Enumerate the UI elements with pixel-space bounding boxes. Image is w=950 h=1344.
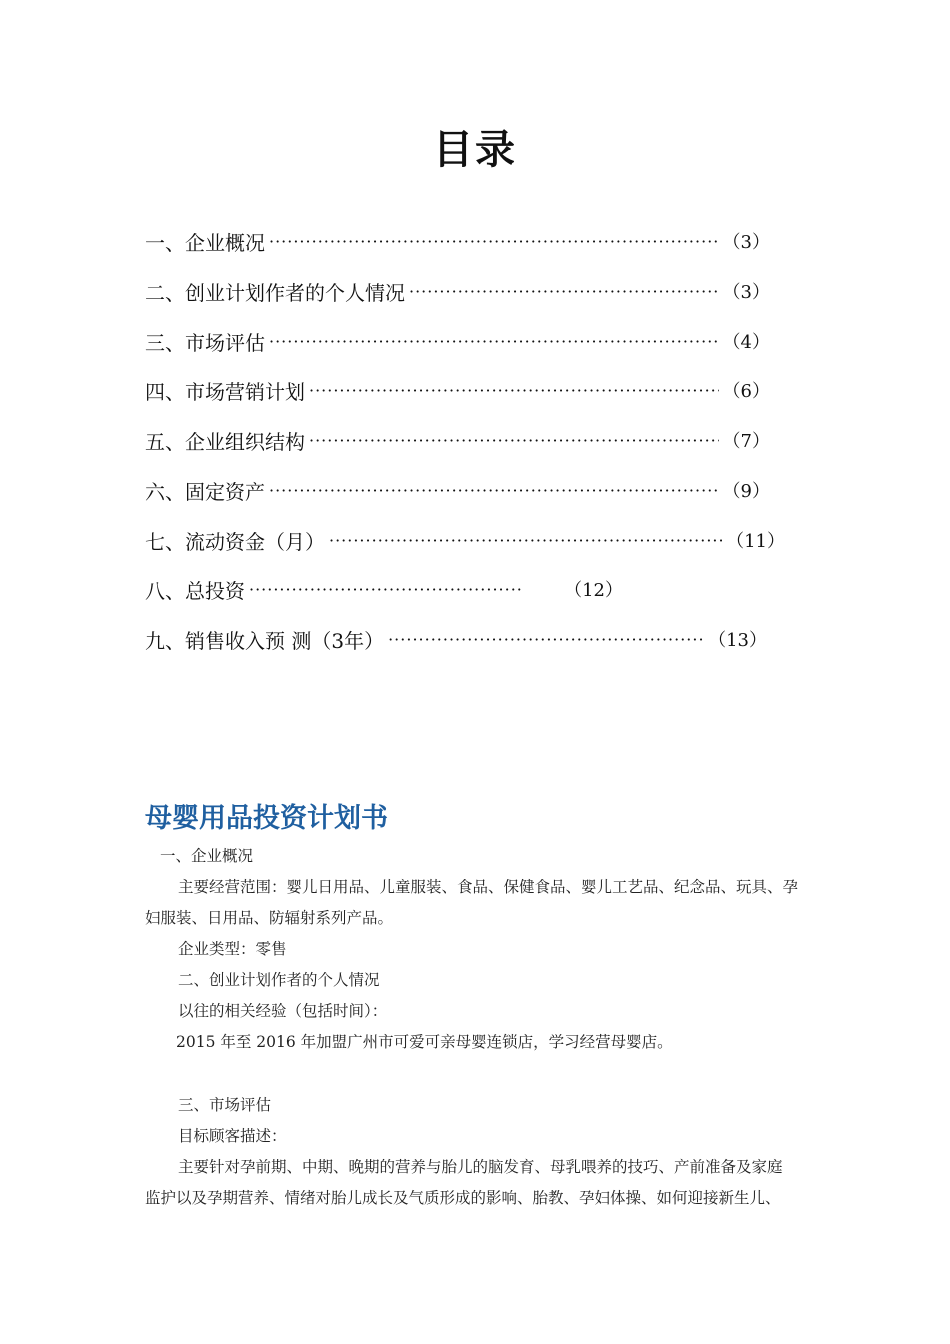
- toc-leader: [409, 282, 719, 301]
- paragraph-line: 妇服装、日用品、防辐射系列产品。: [145, 909, 394, 927]
- toc-entry-label: 九、销售收入预 测（3年）: [145, 628, 385, 653]
- toc-entry-page: （4）: [722, 332, 770, 353]
- toc-entry-label: 八、总投资: [145, 578, 245, 603]
- toc-entry-page: （12）: [564, 580, 623, 601]
- toc-entry-label: 一、企业概况: [145, 230, 265, 255]
- toc-leader: [269, 232, 719, 251]
- paragraph-line: 2015 年至 2016 年加盟广州市可爱可亲母婴连锁店，学习经营母婴店。: [176, 1033, 673, 1051]
- toc-entry[interactable]: [145, 226, 770, 256]
- toc-entry-label: 六、固定资产: [145, 479, 265, 504]
- toc-entry-page: （6）: [722, 381, 770, 402]
- toc-leader: [309, 431, 719, 450]
- toc-title: 目录: [433, 127, 517, 173]
- toc-entry-page: （3）: [722, 232, 770, 253]
- toc-entry-page: （11）: [726, 531, 785, 552]
- paragraph-line: 主要针对孕前期、中期、晚期的营养与胎儿的脑发育、母乳喂养的技巧、产前准备及家庭: [178, 1158, 783, 1176]
- toc-leader: [309, 381, 719, 400]
- toc-entry-page: （3）: [722, 282, 770, 303]
- toc-entry-label: 五、企业组织结构: [145, 429, 305, 454]
- toc-entry-label: 二、创业计划作者的个人情况: [145, 280, 405, 305]
- toc-entry-label: 七、流动资金（月）: [145, 529, 325, 554]
- toc-leader: [329, 531, 722, 550]
- toc-entry[interactable]: [145, 425, 770, 455]
- toc-entry-label: 四、市场营销计划: [145, 379, 305, 404]
- toc-entry[interactable]: [145, 624, 767, 654]
- toc-entry-page: （13）: [708, 630, 767, 651]
- toc-entry-page: （7）: [722, 431, 770, 452]
- section-heading: 二、创业计划作者的个人情况: [178, 971, 380, 989]
- paragraph-line: 企业类型：零售: [178, 940, 287, 958]
- toc-entry[interactable]: [145, 475, 770, 505]
- toc-entry[interactable]: [145, 276, 770, 306]
- toc-entry-page: （9）: [722, 481, 770, 502]
- toc-leader: [249, 580, 524, 599]
- toc-leader: [269, 481, 719, 500]
- toc-entry-label: 三、市场评估: [145, 330, 265, 355]
- toc-leader: [269, 332, 719, 351]
- toc-entry[interactable]: [145, 525, 785, 555]
- document-title: 母婴用品投资计划书: [145, 803, 388, 834]
- toc-leader: [388, 630, 704, 649]
- paragraph-line: 监护以及孕期营养、情绪对胎儿成长及气质形成的影响、胎教、孕妇体操、如何迎接新生儿、: [145, 1189, 781, 1207]
- toc-entry[interactable]: [145, 574, 623, 604]
- toc-entry[interactable]: [145, 375, 770, 405]
- section-heading: 一、企业概况: [160, 847, 254, 865]
- paragraph-line: 以往的相关经验（包括时间）：: [178, 1002, 388, 1020]
- paragraph-line: 目标顾客描述：: [178, 1127, 287, 1145]
- toc-entry[interactable]: [145, 326, 770, 356]
- section-heading: 三、市场评估: [178, 1096, 272, 1114]
- paragraph-line: 主要经营范围：婴儿日用品、儿童服装、食品、保健食品、婴儿工艺品、纪念品、玩具、孕: [178, 878, 799, 896]
